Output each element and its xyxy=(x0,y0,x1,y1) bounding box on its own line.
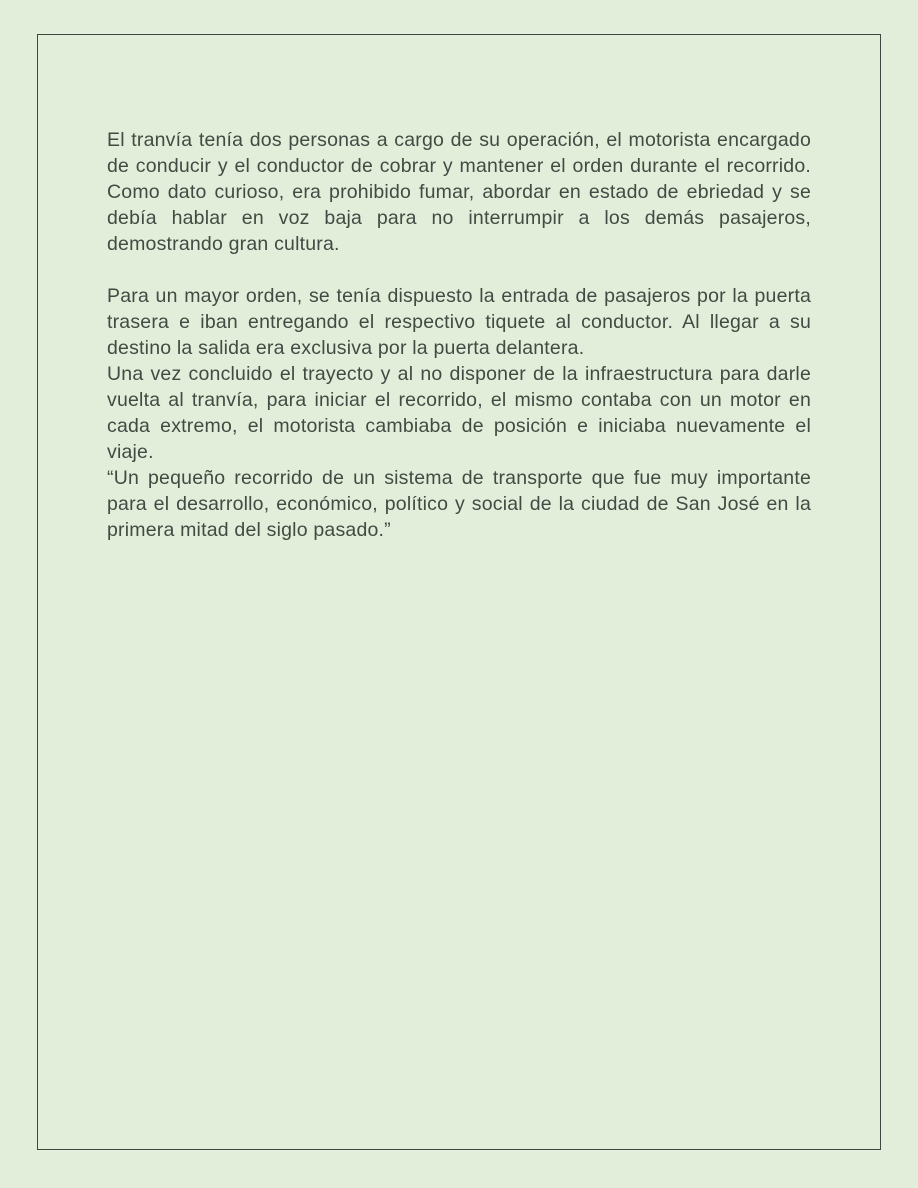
paragraph-route-turnaround: Una vez concluido el trayecto y al no disponer de la infraestructura para darle vuelta al tranvía, para iniciar el recorrido, el mismo contaba con un motor en cada extremo, el motorista cambiaba de posición e iniciaba nuevamente el viaje. xyxy=(107,363,811,463)
paragraph-boarding-order: Para un mayor orden, se tenía dispuesto la entrada de pasajeros por la puerta trasera e iban entregando el respectivo tiquete al conductor. Al llegar a su destino la salida era exclusiva por la puerta delantera. xyxy=(107,285,811,359)
paragraph-tram-operation: El tranvía tenía dos personas a cargo de su operación, el motorista encargado de conducir y el conductor de cobrar y mantener el orden durante el recorrido. Como dato curioso, era prohibido fumar, abordar en estado de ebriedad y se debía hablar en voz baja para no interrumpir a los demás pasajeros, demostrando gran cultura. xyxy=(107,129,811,255)
paragraph-closing-quote: “Un pequeño recorrido de un sistema de transporte que fue muy importante para el desarrollo, económico, político y social de la ciudad de San José en la primera mitad del siglo pasado.” xyxy=(107,467,811,541)
document-text-block xyxy=(107,127,811,543)
